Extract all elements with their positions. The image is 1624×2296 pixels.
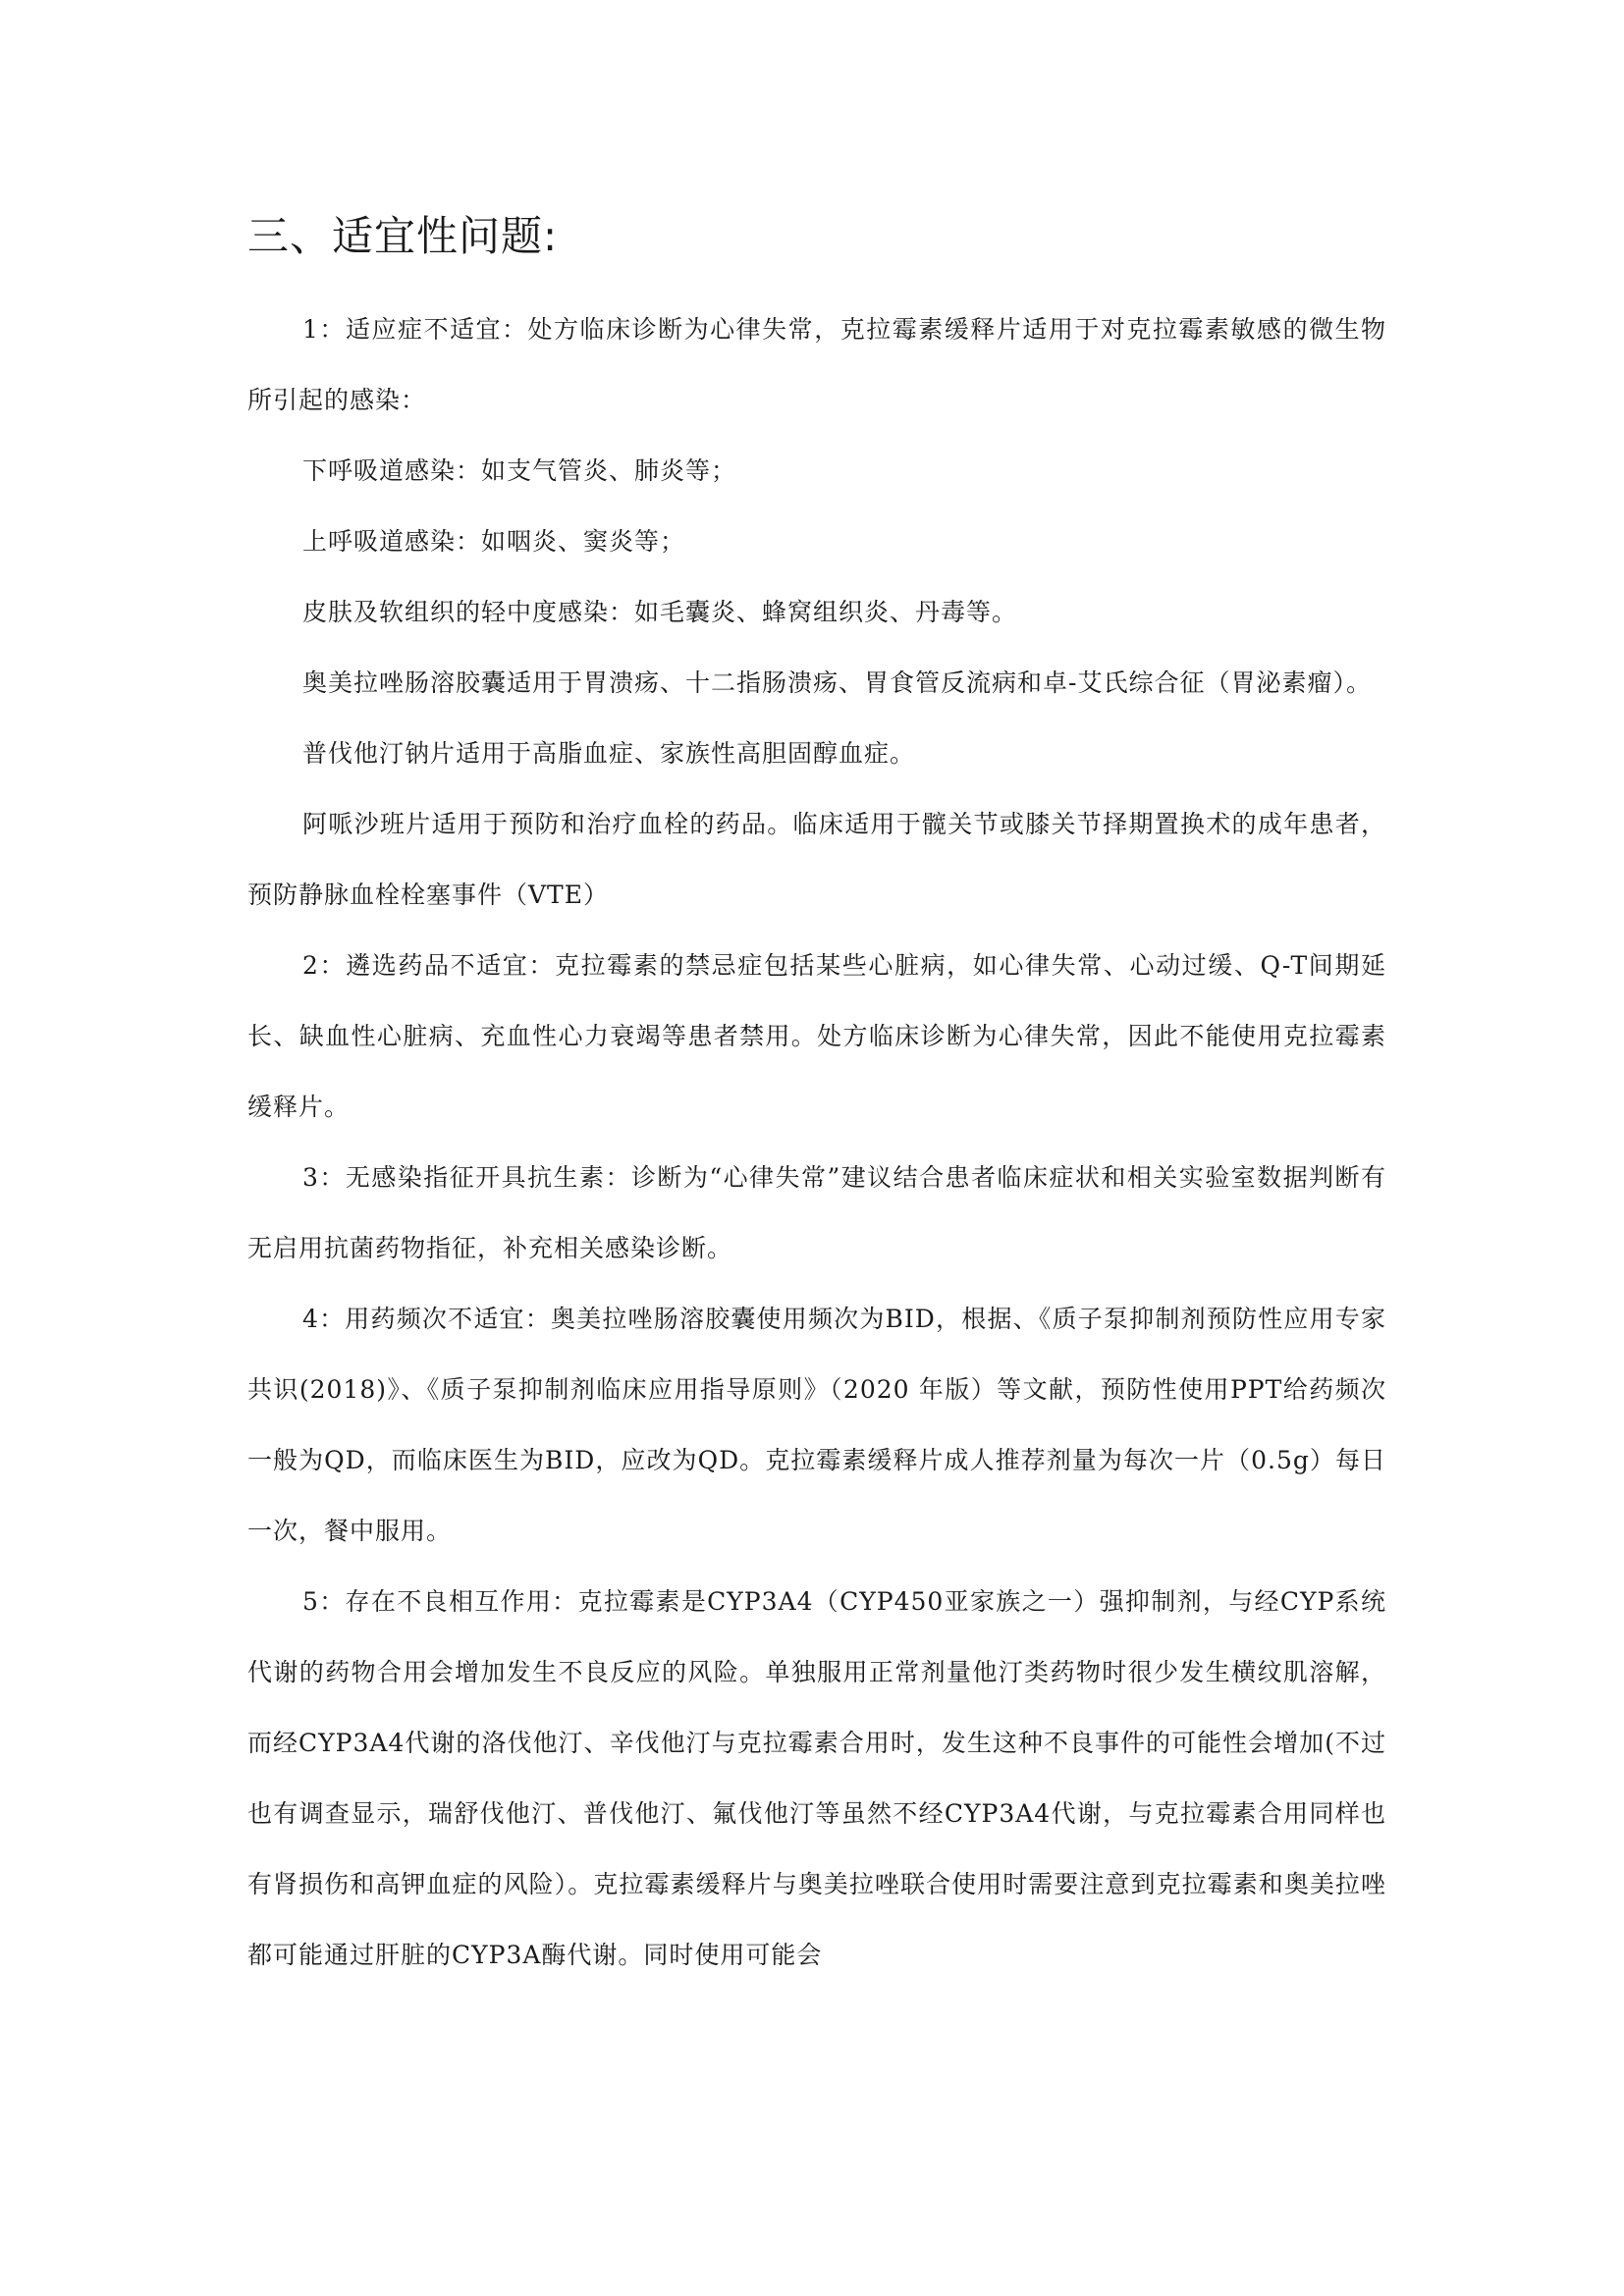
paragraph-skin-infection: 皮肤及软组织的轻中度感染：如毛囊炎、蜂窝组织炎、丹毒等。 — [302, 598, 1018, 626]
paragraph-antibiotic-indication: 3：无感染指征开具抗生素：诊断为“心律失常”建议结合患者临床症状和相关实验室数据判断有无启用抗菌药物指征，补充相关感染诊断。 — [247, 1163, 1386, 1262]
paragraph-omeprazole: 奥美拉唑肠溶胶囊适用于胃溃疡、十二指肠溃疡、胃食管反流病和卓-艾氏综合征（胃泌素瘤）。 — [302, 668, 1372, 697]
paragraph-upper-respiratory: 上呼吸道感染：如咽炎、窦炎等； — [302, 527, 686, 556]
section-title: 三、适宜性问题: — [247, 212, 559, 260]
paragraph-indication-clarithromycin: 1：适应症不适宜：处方临床诊断为心律失常，克拉霉素缓释片适用于对克拉霉素敏感的微生物所引起的感染： — [247, 315, 1386, 414]
document-page — [247, 206, 1386, 1991]
paragraph-interaction: 5：存在不良相互作用：克拉霉素是CYP3A4（CYP450亚家族之一）强抑制剂，与经CYP系统代谢的药物合用会增加发生不良反应的风险。单独服用正常剂量他汀类药物时很少发生横纹肌溶解，而经CYP3A4代谢的洛伐他汀、辛伐他汀与克拉霉素合用时，发生这种不良事件的可能性会增加(不过也有调查显示，瑞舒伐他汀、普伐他汀、氟伐他汀等虽然不经CYP3A4代谢，与克拉霉素合用同样也有肾损伤和高钾血症的风险）。克拉霉素缓释片与奥美拉唑联合使用时需要注意到克拉霉素和奥美拉唑都可能通过肝脏的CYP3A酶代谢。同时使用可能会 — [247, 1587, 1386, 1969]
paragraph-drug-selection: 2：遴选药品不适宜：克拉霉素的禁忌症包括某些心脏病，如心律失常、心动过缓、Q-T间期延长、缺血性心脏病、充血性心力衰竭等患者禁用。处方临床诊断为心律失常，因此不能使用克拉霉素缓释片。 — [247, 951, 1386, 1121]
paragraph-pravastatin: 普伐他汀钠片适用于高脂血症、家族性高胆固醇血症。 — [302, 739, 916, 768]
paragraph-apixaban: 阿哌沙班片适用于预防和治疗血栓的药品。临床适用于髋关节或膝关节择期置换术的成年患者，预防静脉血栓栓塞事件（VTE） — [247, 810, 1386, 909]
paragraph-dosing-frequency: 4：用药频次不适宜：奥美拉唑肠溶胶囊使用频次为BID，根据、《质子泵抑制剂预防性应用专家共识(2018)》、《质子泵抑制剂临床应用指导原则》（2020 年版）等文献，预防性使用PPT给药频次一般为QD，而临床医生为BID，应改为QD。克拉霉素缓释片成人推荐剂量为每次一片（0.5g）每日一次，餐中服用。 — [247, 1305, 1386, 1545]
paragraph-lower-respiratory: 下呼吸道感染：如支气管炎、肺炎等； — [302, 456, 737, 485]
